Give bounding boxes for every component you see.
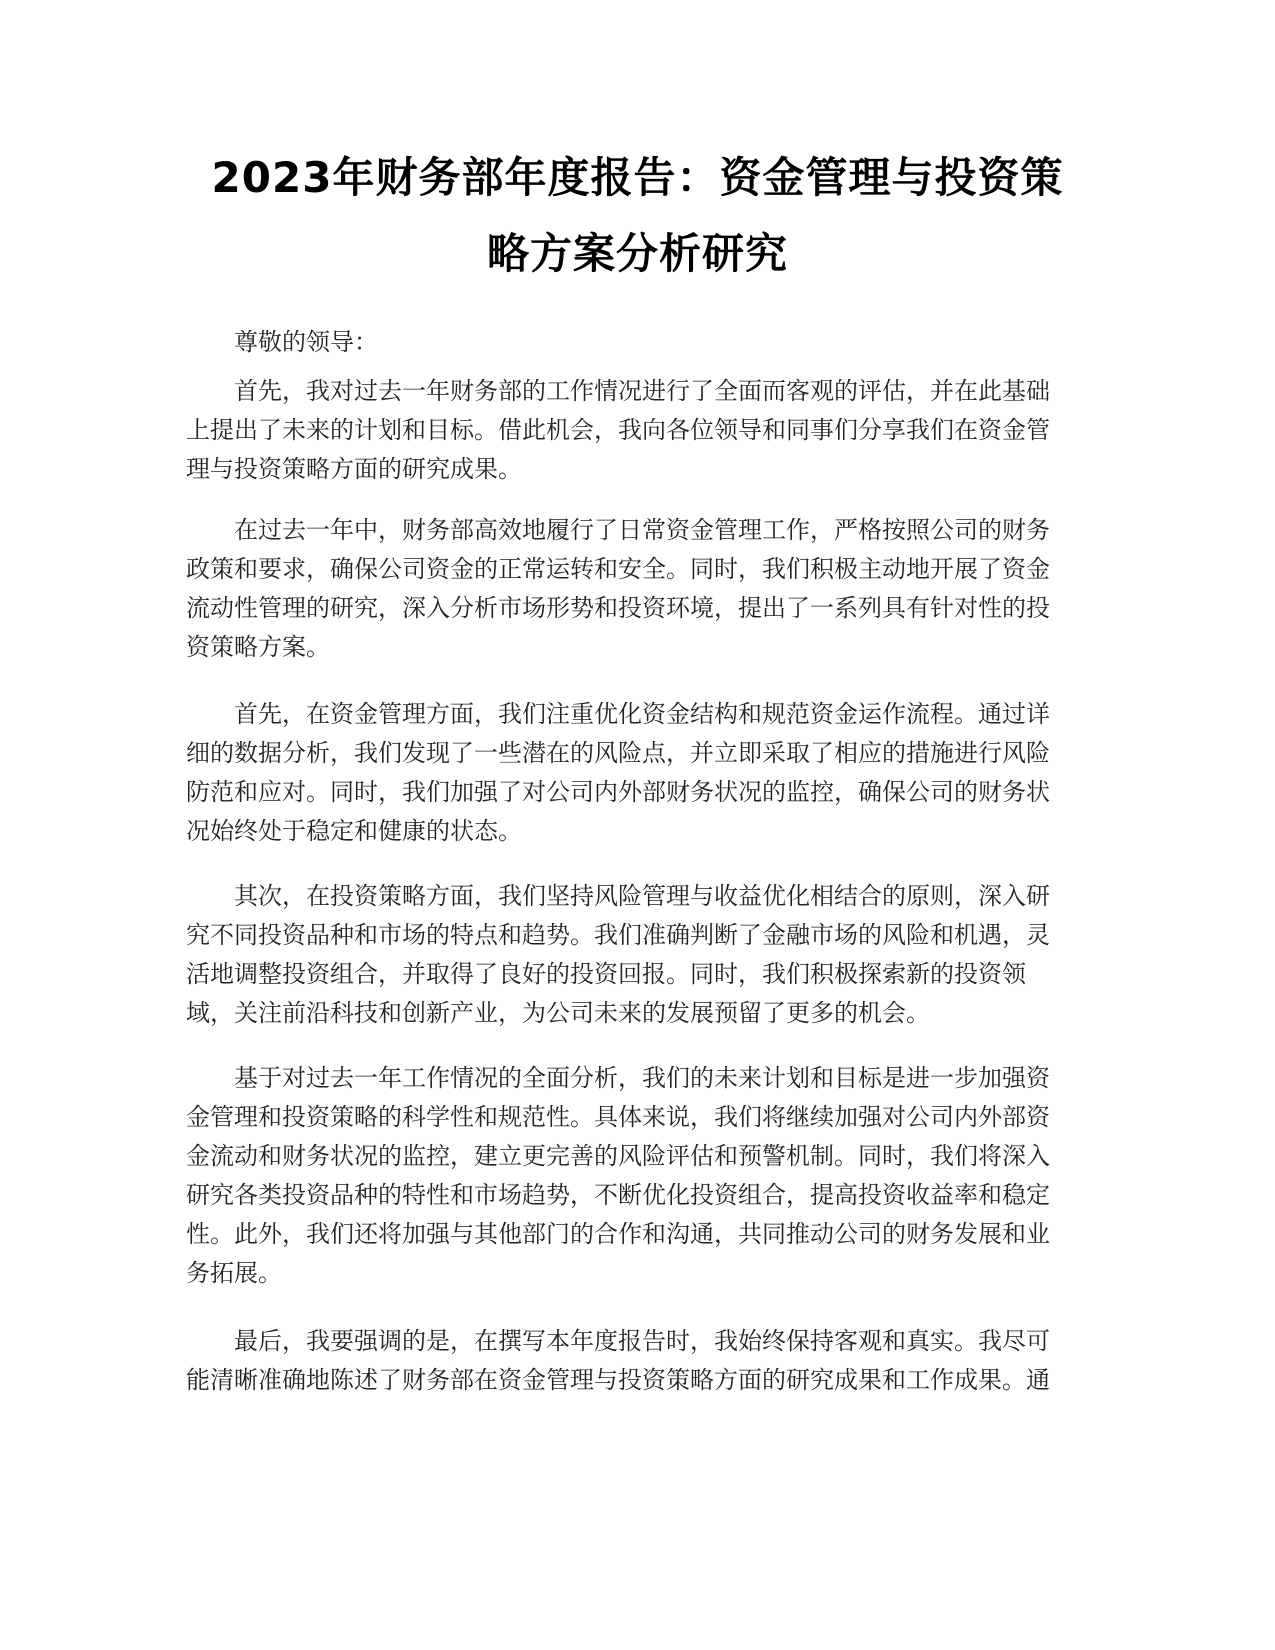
paragraph-line: 况始终处于稳定和健康的状态。 (186, 817, 522, 845)
paragraph-line: 务拓展。 (186, 1259, 282, 1287)
paragraph-line: 究不同投资品种和市场的特点和趋势。我们准确判断了金融市场的风险和机遇，灵 (186, 921, 1050, 949)
paragraph-line: 性。此外，我们还将加强与其他部门的合作和沟通，共同推动公司的财务发展和业 (186, 1220, 1050, 1248)
paragraph-line: 资策略方案。 (186, 633, 330, 661)
paragraph-line: 金管理和投资策略的科学性和规范性。具体来说，我们将继续加强对公司内外部资 (186, 1103, 1050, 1131)
paragraph-line: 上提出了未来的计划和目标。借此机会，我向各位领导和同事们分享我们在资金管 (186, 416, 1050, 444)
paragraph-2 (186, 511, 1088, 667)
document-title (160, 140, 1115, 292)
paragraph-line: 政策和要求，确保公司资金的正常运转和安全。同时，我们积极主动地开展了资金 (186, 555, 1050, 583)
paragraph-line: 最后，我要强调的是，在撰写本年度报告时，我始终保持客观和真实。我尽可 (234, 1327, 1050, 1355)
paragraph-line: 细的数据分析，我们发现了一些潜在的风险点，并立即采取了相应的措施进行风险 (186, 739, 1050, 767)
paragraph-3 (186, 695, 1088, 851)
paragraph-line: 理与投资策略方面的研究成果。 (186, 455, 522, 483)
paragraph-1 (186, 372, 1088, 489)
paragraph-line: 基于对过去一年工作情况的全面分析，我们的未来计划和目标是进一步加强资 (234, 1064, 1050, 1092)
paragraph-line: 域，关注前沿科技和创新产业，为公司未来的发展预留了更多的机会。 (186, 999, 930, 1027)
paragraph-line: 首先，我对过去一年财务部的工作情况进行了全面而客观的评估，并在此基础 (234, 377, 1050, 405)
salutation: 尊敬的领导： (234, 328, 378, 356)
paragraph-line: 在过去一年中，财务部高效地履行了日常资金管理工作，严格按照公司的财务 (234, 516, 1050, 544)
paragraph-line: 防范和应对。同时，我们加强了对公司内外部财务状况的监控，确保公司的财务状 (186, 778, 1050, 806)
paragraph-line: 其次，在投资策略方面，我们坚持风险管理与收益优化相结合的原则，深入研 (234, 882, 1050, 910)
paragraph-line: 研究各类投资品种的特性和市场趋势，不断优化投资组合，提高投资收益率和稳定 (186, 1181, 1050, 1209)
paragraph-5 (186, 1059, 1088, 1293)
paragraph-line: 活地调整投资组合，并取得了良好的投资回报。同时，我们积极探索新的投资领 (186, 960, 1026, 988)
paragraph-line: 首先，在资金管理方面，我们注重优化资金结构和规范资金运作流程。通过详 (234, 700, 1050, 728)
paragraph-line: 能清晰准确地陈述了财务部在资金管理与投资策略方面的研究成果和工作成果。通 (186, 1366, 1050, 1394)
paragraph-line: 金流动和财务状况的监控，建立更完善的风险评估和预警机制。同时，我们将深入 (186, 1142, 1050, 1170)
paragraph-line: 流动性管理的研究，深入分析市场形势和投资环境，提出了一系列具有针对性的投 (186, 594, 1050, 622)
paragraph-6 (186, 1322, 1088, 1400)
title-line-2: 略方案分析研究 (486, 229, 788, 278)
paragraph-4 (186, 877, 1088, 1033)
title-line-1: 2023年财务部年度报告：资金管理与投资策 (211, 153, 1064, 202)
